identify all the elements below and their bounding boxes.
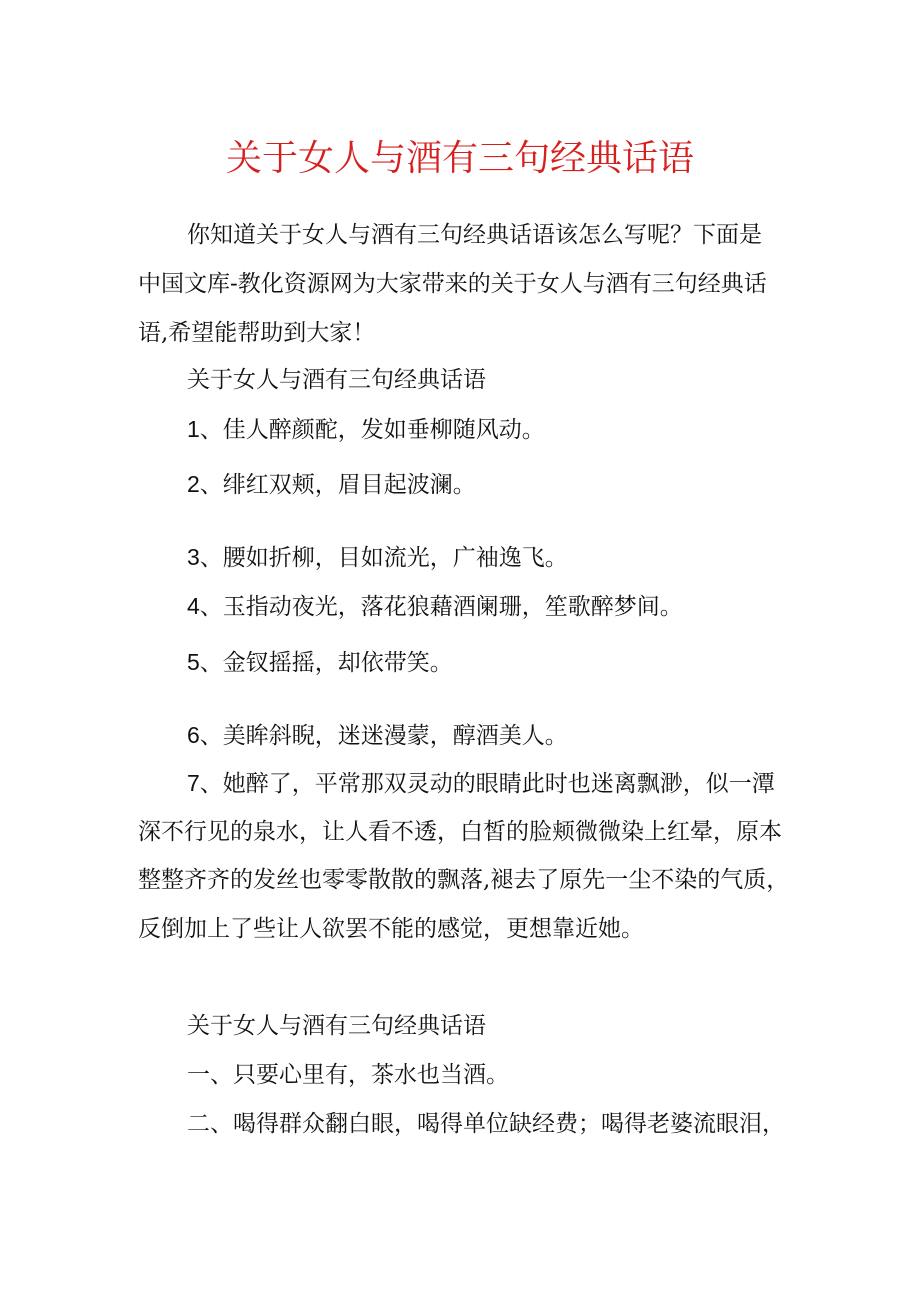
item-text: 、腰如折柳，目如流光，广袖逸飞。 (199, 545, 568, 571)
item-text: 、她醉了，平常那双灵动的眼睛此时也迷离飘渺，似一潭 (199, 771, 775, 797)
item-number: 1 (187, 416, 200, 442)
item-text: 、玉指动夜光，落花狼藉酒阑珊，笙歌醉梦间。 (199, 594, 683, 620)
item-number: 5 (187, 649, 200, 675)
item-number: 6 (187, 722, 200, 748)
item-number: 3 (187, 544, 200, 570)
item-7-continuation-line-2: 整整齐齐的发丝也零零散散的飘落,褪去了原先一尘不染的气质， (138, 867, 790, 893)
list-item (187, 468, 476, 501)
list-item: 一、只要心里有，茶水也当酒。 (187, 1062, 509, 1088)
item-7-continuation-line-1: 深不行见的泉水，让人看不透，白皙的脸颊微微染上红晕，原本 (138, 819, 782, 845)
item-number: 7 (187, 770, 200, 796)
item-text: 、佳人醉颜酡，发如垂柳随风动。 (199, 417, 545, 443)
list-item (187, 541, 568, 574)
intro-line-3: 语,希望能帮助到大家！ (138, 320, 376, 346)
document-title: 关于女人与酒有三句经典话语 (225, 138, 694, 179)
list-item (187, 719, 568, 752)
list-item (187, 413, 545, 446)
item-7-continuation-line-3: 反倒加上了些让人欲罢不能的感觉，更想靠近她。 (138, 916, 644, 942)
item-text: 、金钗摇摇，却依带笑。 (199, 650, 453, 676)
list-item (187, 767, 775, 800)
list-item: 二、喝得群众翻白眼，喝得单位缺经费；喝得老婆流眼泪， (187, 1111, 785, 1137)
intro-line-2: 中国文库-教化资源网为大家带来的关于女人与酒有三句经典话 (138, 271, 767, 297)
item-number: 2 (187, 471, 200, 497)
section-heading: 关于女人与酒有三句经典话语 (187, 367, 486, 393)
item-number: 4 (187, 593, 200, 619)
section-heading: 关于女人与酒有三句经典话语 (187, 1013, 486, 1039)
list-item (187, 646, 453, 679)
intro-line-1: 你知道关于女人与酒有三句经典话语该怎么写呢？下面是 (187, 222, 762, 248)
list-item (187, 590, 683, 623)
item-text: 、绯红双颊，眉目起波澜。 (199, 472, 476, 498)
item-text: 、美眸斜睨，迷迷漫蒙，醇酒美人。 (199, 723, 568, 749)
